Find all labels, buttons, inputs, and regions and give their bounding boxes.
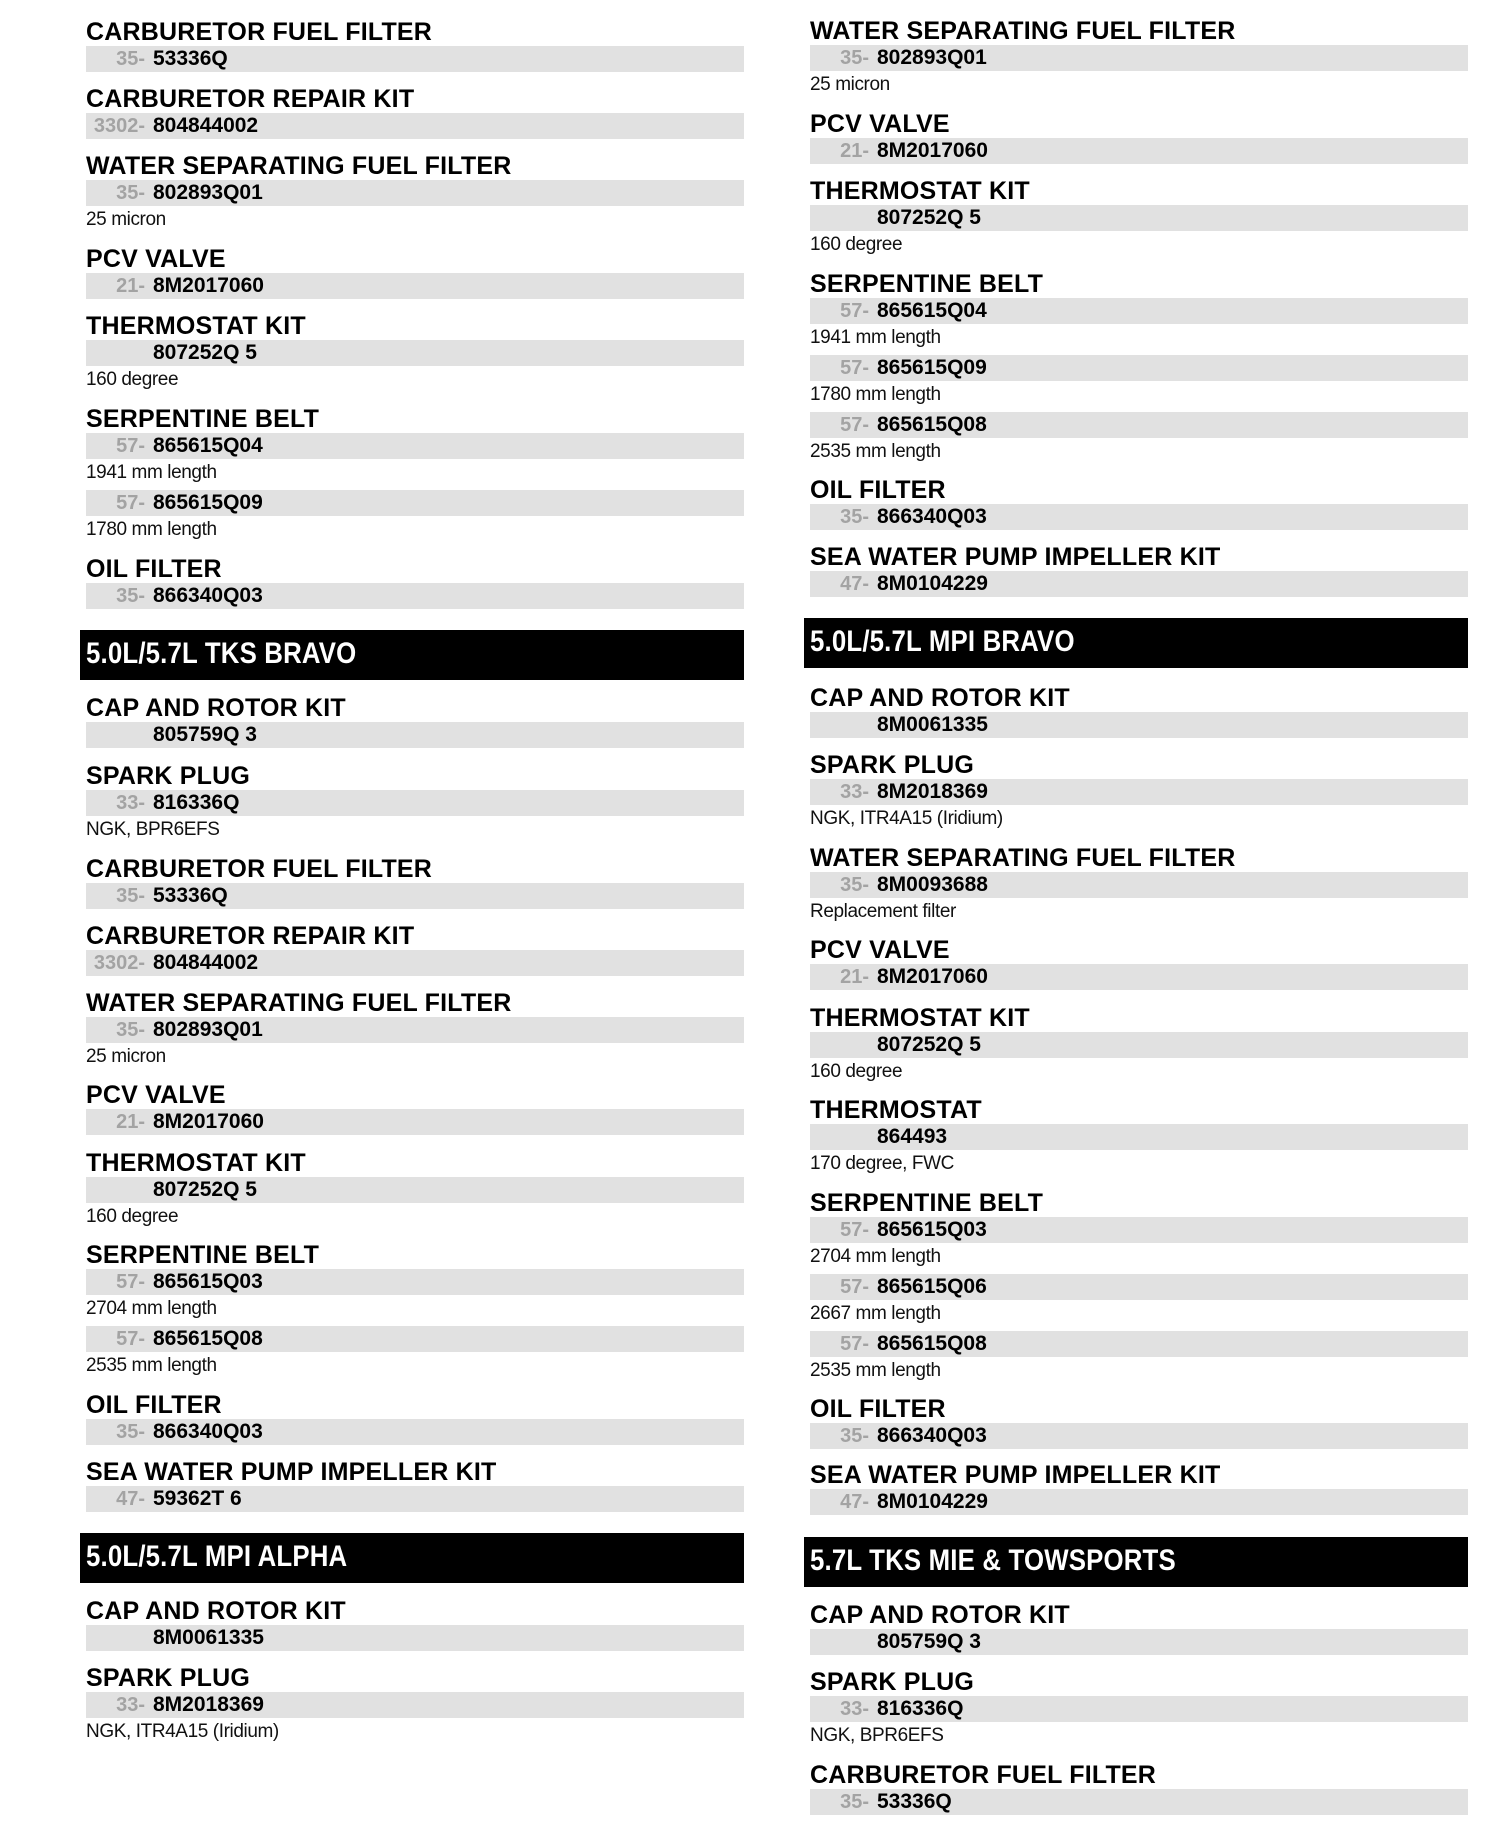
part-prefix: 21- [840, 140, 869, 162]
section-title: 5.0L/5.7L MPI ALPHA [86, 1540, 348, 1573]
part-number-bar [810, 1124, 1468, 1150]
section-header [804, 618, 1468, 668]
part-number: 8M2018369 [153, 1693, 264, 1716]
part-title: THERMOSTAT KIT [810, 177, 1030, 205]
part-prefix: 35- [840, 1425, 869, 1447]
part-number: 805759Q 3 [877, 1630, 981, 1653]
part-title: CAP AND ROTOR KIT [86, 1597, 346, 1625]
part-title: WATER SEPARATING FUEL FILTER [86, 989, 512, 1017]
part-number-bar [810, 571, 1468, 597]
part-prefix: 57- [840, 1276, 869, 1298]
part-title: OIL FILTER [86, 555, 222, 583]
part-number-bar [86, 722, 744, 748]
part-prefix: 33- [116, 792, 145, 814]
part-title: OIL FILTER [810, 1395, 946, 1423]
part-prefix: 35- [116, 585, 145, 607]
part-number-bar [86, 950, 744, 976]
part-title: SEA WATER PUMP IMPELLER KIT [86, 1458, 497, 1486]
part-number: 865615Q03 [877, 1218, 987, 1241]
part-prefix: 35- [116, 1019, 145, 1041]
part-number: 802893Q01 [153, 181, 263, 204]
part-number: 864493 [877, 1125, 948, 1148]
part-title: THERMOSTAT KIT [86, 312, 306, 340]
part-number: 804844002 [153, 114, 259, 137]
part-prefix: 47- [840, 1491, 869, 1513]
part-title: SPARK PLUG [86, 762, 251, 790]
part-note: NGK, BPR6EFS [86, 819, 220, 840]
part-title: CAP AND ROTOR KIT [810, 684, 1070, 712]
part-number-bar [810, 1489, 1468, 1515]
part-title: PCV VALVE [810, 936, 950, 964]
part-note: 2535 mm length [810, 441, 941, 462]
part-number-bar [86, 433, 744, 459]
part-note: 2667 mm length [810, 1303, 941, 1324]
part-prefix: 35- [840, 47, 869, 69]
part-number-bar [86, 113, 744, 139]
part-number-bar [86, 883, 744, 909]
part-note: 160 degree [86, 1206, 179, 1227]
part-note: 1941 mm length [86, 462, 217, 483]
part-number: 8M2017060 [153, 1110, 264, 1133]
part-number-bar [86, 1625, 744, 1651]
part-prefix: 3302- [93, 115, 145, 137]
part-note: 25 micron [86, 1046, 166, 1067]
part-title: SPARK PLUG [86, 1664, 251, 1692]
part-number: 8M0093688 [877, 873, 988, 896]
section-header [804, 1537, 1468, 1587]
part-number: 816336Q [877, 1697, 964, 1720]
part-note: 2535 mm length [810, 1360, 941, 1381]
part-number-bar [810, 355, 1468, 381]
part-note: NGK, ITR4A15 (Iridium) [86, 1721, 279, 1742]
part-prefix: 3302- [93, 952, 145, 974]
part-number: 804844002 [153, 951, 259, 974]
part-title: THERMOSTAT [810, 1096, 982, 1124]
part-number: 8M0104229 [877, 572, 988, 595]
part-title: CARBURETOR FUEL FILTER [810, 1761, 1157, 1789]
part-title: SERPENTINE BELT [810, 1189, 1044, 1217]
part-prefix: 57- [840, 357, 869, 379]
part-number: 8M0104229 [877, 1490, 988, 1513]
section-header [80, 630, 744, 680]
part-prefix: 21- [840, 966, 869, 988]
part-title: SERPENTINE BELT [86, 405, 320, 433]
part-number-bar [810, 1789, 1468, 1815]
part-number-bar [86, 583, 744, 609]
part-note: 160 degree [86, 369, 179, 390]
part-note: 170 degree, FWC [810, 1153, 954, 1174]
part-title: SERPENTINE BELT [86, 1241, 320, 1269]
section-title: 5.0L/5.7L TKS BRAVO [86, 637, 357, 670]
part-number-bar [810, 1331, 1468, 1357]
part-number-bar [810, 1274, 1468, 1300]
part-number: 53336Q [877, 1790, 952, 1813]
part-number-bar [86, 790, 744, 816]
part-title: CAP AND ROTOR KIT [810, 1601, 1070, 1629]
part-number: 865615Q08 [877, 413, 987, 436]
part-number-bar [86, 1177, 744, 1203]
part-number: 59362T 6 [153, 1487, 242, 1510]
part-number-bar [86, 1109, 744, 1135]
part-number-bar [810, 1217, 1468, 1243]
part-note: NGK, BPR6EFS [810, 1725, 944, 1746]
part-prefix: 57- [840, 300, 869, 322]
part-number: 865615Q09 [877, 356, 987, 379]
part-title: CARBURETOR FUEL FILTER [86, 18, 433, 46]
part-number-bar [810, 712, 1468, 738]
part-number: 865615Q08 [877, 1332, 987, 1355]
part-title: SEA WATER PUMP IMPELLER KIT [810, 543, 1221, 571]
part-note: 2704 mm length [86, 1298, 217, 1319]
part-number-bar [86, 1269, 744, 1295]
part-number: 8M2017060 [877, 965, 988, 988]
part-title: SPARK PLUG [810, 751, 975, 779]
part-number: 865615Q04 [877, 299, 987, 322]
part-number: 866340Q03 [153, 1420, 263, 1443]
part-prefix: 57- [116, 1271, 145, 1293]
part-title: WATER SEPARATING FUEL FILTER [810, 844, 1236, 872]
part-number-bar [810, 412, 1468, 438]
part-number: 8M0061335 [153, 1626, 264, 1649]
part-title: WATER SEPARATING FUEL FILTER [810, 17, 1236, 45]
part-number-bar [810, 1423, 1468, 1449]
part-prefix: 33- [840, 1698, 869, 1720]
part-number: 8M2017060 [153, 274, 264, 297]
part-number-bar [86, 1692, 744, 1718]
part-title: OIL FILTER [86, 1391, 222, 1419]
part-note: 1780 mm length [86, 519, 217, 540]
part-note: NGK, ITR4A15 (Iridium) [810, 808, 1003, 829]
part-title: CARBURETOR FUEL FILTER [86, 855, 433, 883]
part-note: 1941 mm length [810, 327, 941, 348]
part-prefix: 21- [116, 1111, 145, 1133]
part-number-bar [810, 1629, 1468, 1655]
part-number-bar [86, 1326, 744, 1352]
part-number-bar [810, 779, 1468, 805]
part-prefix: 57- [840, 1333, 869, 1355]
part-number: 816336Q [153, 791, 240, 814]
part-note: 25 micron [86, 209, 166, 230]
part-prefix: 35- [116, 885, 145, 907]
part-note: 2535 mm length [86, 1355, 217, 1376]
part-number: 865615Q08 [153, 1327, 263, 1350]
part-number: 865615Q09 [153, 491, 263, 514]
part-prefix: 57- [840, 1219, 869, 1241]
part-prefix: 35- [116, 48, 145, 70]
part-prefix: 47- [840, 573, 869, 595]
part-number-bar [86, 46, 744, 72]
part-prefix: 35- [116, 1421, 145, 1443]
part-prefix: 57- [116, 492, 145, 514]
part-title: PCV VALVE [86, 1081, 226, 1109]
part-number-bar [810, 45, 1468, 71]
part-number: 8M2018369 [877, 780, 988, 803]
part-number-bar [86, 340, 744, 366]
part-title: THERMOSTAT KIT [810, 1004, 1030, 1032]
part-number: 865615Q03 [153, 1270, 263, 1293]
part-title: WATER SEPARATING FUEL FILTER [86, 152, 512, 180]
part-note: Replacement filter [810, 901, 956, 922]
part-number: 805759Q 3 [153, 723, 257, 746]
part-title: SEA WATER PUMP IMPELLER KIT [810, 1461, 1221, 1489]
part-note: 25 micron [810, 74, 890, 95]
part-number-bar [810, 138, 1468, 164]
part-number-bar [86, 490, 744, 516]
part-number-bar [810, 205, 1468, 231]
part-number: 8M0061335 [877, 713, 988, 736]
part-prefix: 35- [116, 182, 145, 204]
part-note: 160 degree [810, 1061, 903, 1082]
part-prefix: 33- [116, 1694, 145, 1716]
part-number-bar [86, 1017, 744, 1043]
part-title: PCV VALVE [810, 110, 950, 138]
part-prefix: 21- [116, 275, 145, 297]
part-number: 53336Q [153, 884, 228, 907]
section-title: 5.7L TKS MIE & TOWSPORTS [810, 1544, 1176, 1577]
part-number-bar [86, 1486, 744, 1512]
part-number-bar [810, 872, 1468, 898]
part-number: 807252Q 5 [153, 341, 257, 364]
part-number: 865615Q06 [877, 1275, 987, 1298]
part-title: SPARK PLUG [810, 1668, 975, 1696]
part-prefix: 35- [840, 506, 869, 528]
section-title: 5.0L/5.7L MPI BRAVO [810, 625, 1075, 658]
part-number-bar [810, 504, 1468, 530]
part-number-bar [810, 1696, 1468, 1722]
part-title: SERPENTINE BELT [810, 270, 1044, 298]
part-number-bar [810, 1032, 1468, 1058]
part-number: 807252Q 5 [877, 206, 981, 229]
part-title: THERMOSTAT KIT [86, 1149, 306, 1177]
part-number-bar [86, 180, 744, 206]
part-note: 2704 mm length [810, 1246, 941, 1267]
part-number: 53336Q [153, 47, 228, 70]
part-prefix: 35- [840, 1791, 869, 1813]
part-note: 160 degree [810, 234, 903, 255]
part-prefix: 57- [116, 435, 145, 457]
part-number-bar [86, 273, 744, 299]
part-number-bar [810, 298, 1468, 324]
part-prefix: 35- [840, 874, 869, 896]
part-prefix: 57- [116, 1328, 145, 1350]
part-prefix: 57- [840, 414, 869, 436]
part-prefix: 33- [840, 781, 869, 803]
section-header [80, 1533, 744, 1583]
part-number: 866340Q03 [877, 505, 987, 528]
part-number: 802893Q01 [153, 1018, 263, 1041]
part-prefix: 47- [116, 1488, 145, 1510]
part-number: 8M2017060 [877, 139, 988, 162]
part-number: 866340Q03 [153, 584, 263, 607]
part-title: PCV VALVE [86, 245, 226, 273]
part-title: CARBURETOR REPAIR KIT [86, 85, 415, 113]
part-number: 807252Q 5 [877, 1033, 981, 1056]
part-number: 866340Q03 [877, 1424, 987, 1447]
part-number: 802893Q01 [877, 46, 987, 69]
part-title: OIL FILTER [810, 476, 946, 504]
part-note: 1780 mm length [810, 384, 941, 405]
part-number-bar [810, 964, 1468, 990]
part-number-bar [86, 1419, 744, 1445]
part-number: 807252Q 5 [153, 1178, 257, 1201]
part-title: CARBURETOR REPAIR KIT [86, 922, 415, 950]
part-number: 865615Q04 [153, 434, 263, 457]
part-title: CAP AND ROTOR KIT [86, 694, 346, 722]
